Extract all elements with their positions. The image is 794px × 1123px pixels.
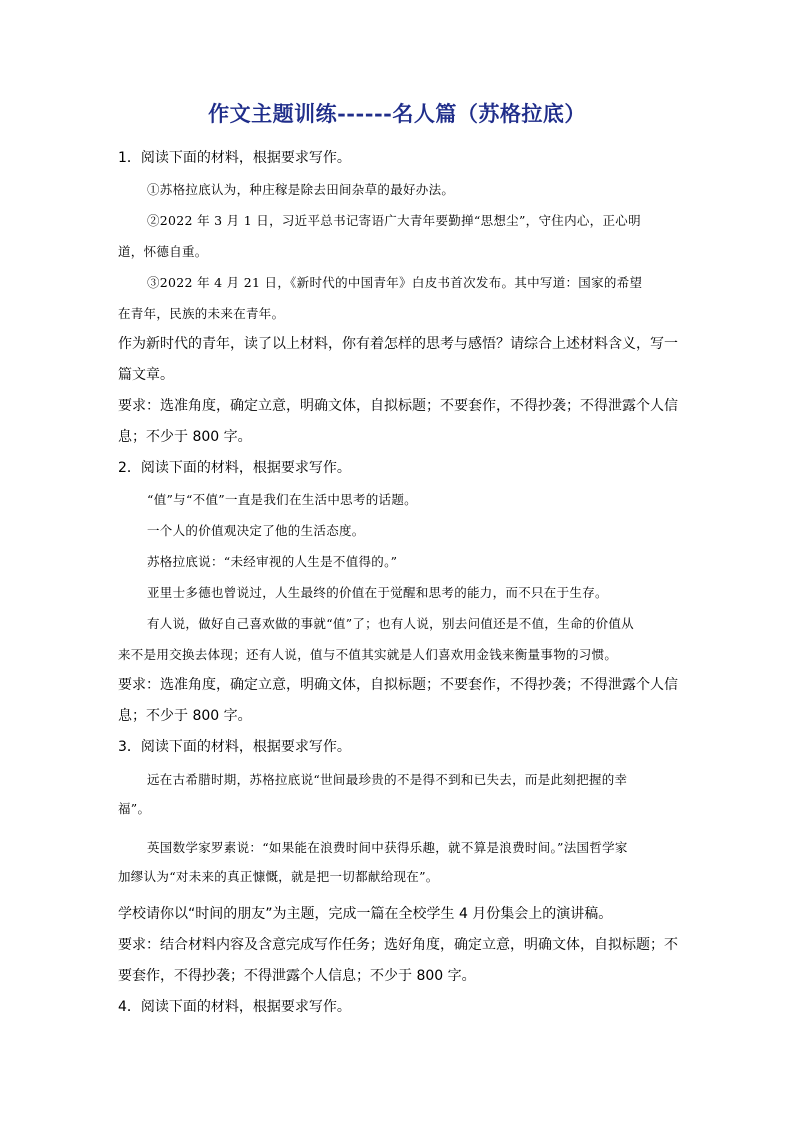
q1-material-3-line1: ③2022 年 4 月 21 日，《新时代的中国青年》白皮书首次发布。其中写道：国家的希望 — [147, 275, 643, 290]
q3-material-1-line1: 远在古希腊时期，苏格拉底说“世间最珍贵的不是得不到和已失去，而是此刻把握的幸 — [147, 772, 628, 787]
q3-material-2-line1: 英国数学家罗素说：“如果能在浪费时间中获得乐趣，就不算是浪费时间。”法国哲学家 — [147, 840, 628, 855]
q1-material-2-line2: 道，怀德自重。 — [118, 244, 208, 259]
q1-material-2-line1: ②2022 年 3 月 1 日，习近平总书记寄语广大青年要勤掸“思想尘”，守住内心，正心明 — [147, 213, 641, 228]
q3-requirement-line1: 要求：结合材料内容及含意完成写作任务；选好角度，确定立意，明确文体，自拟标题；不 — [118, 937, 678, 953]
q2-material-3: 苏格拉底说：“未经审视的人生是不值得的。” — [147, 554, 398, 569]
q2-requirement-line1: 要求：选准角度，确定立意，明确文体，自拟标题；不要套作，不得抄袭；不得泄露个人信 — [118, 677, 678, 693]
q1-prompt-line2: 篇文章。 — [118, 367, 174, 383]
q3-heading: 3．阅读下面的材料，根据要求写作。 — [118, 739, 351, 755]
q3-prompt: 学校请你以“时间的朋友”为主题，完成一篇在全校学生 4 月份集会上的演讲稿。 — [118, 906, 613, 922]
q2-material-5-line2: 来不是用交换去体现；还有人说，值与不值其实就是人们喜欢用金钱来衡量事物的习惯。 — [118, 647, 618, 662]
q3-material-2-line2: 加缪认为“对未来的真正慷慨，就是把一切都献给现在”。 — [118, 869, 439, 884]
q3-material-1-line2: 福”。 — [118, 801, 151, 816]
q2-requirement-line2: 息；不少于 800 字。 — [118, 708, 252, 724]
q4-heading: 4．阅读下面的材料，根据要求写作。 — [118, 999, 351, 1015]
q1-material-3-line2: 在青年，民族的未来在青年。 — [118, 306, 285, 321]
page-title: 作文主题训练------名人篇（苏格拉底） — [208, 101, 586, 126]
q2-heading: 2．阅读下面的材料，根据要求写作。 — [118, 460, 351, 476]
q3-requirement-line2: 要套作，不得抄袭；不得泄露个人信息；不少于 800 字。 — [118, 968, 476, 984]
q1-material-1: ①苏格拉底认为，种庄稼是除去田间杂草的最好办法。 — [147, 182, 455, 197]
q1-requirement-line2: 息；不少于 800 字。 — [118, 429, 252, 445]
q1-prompt-line1: 作为新时代的青年，读了以上材料，你有着怎样的思考与感悟？请综合上述材料含义，写一 — [118, 336, 678, 352]
document-body — [118, 143, 678, 1023]
q1-requirement-line1: 要求：选准角度，确定立意，明确文体，自拟标题；不要套作，不得抄袭；不得泄露个人信 — [118, 398, 678, 414]
q2-material-5-line1: 有人说，做好自己喜欢做的事就“值”了；也有人说，别去问值还是不值，生命的价值从 — [147, 616, 634, 631]
q2-material-1: “值”与“不值”一直是我们在生活中思考的话题。 — [147, 492, 417, 507]
q1-heading: 1．阅读下面的材料，根据要求写作。 — [118, 150, 351, 166]
q2-material-4: 亚里士多德也曾说过，人生最终的价值在于觉醒和思考的能力，而不只在于生存。 — [147, 585, 608, 600]
q2-material-2: 一个人的价值观决定了他的生活态度。 — [147, 523, 365, 538]
